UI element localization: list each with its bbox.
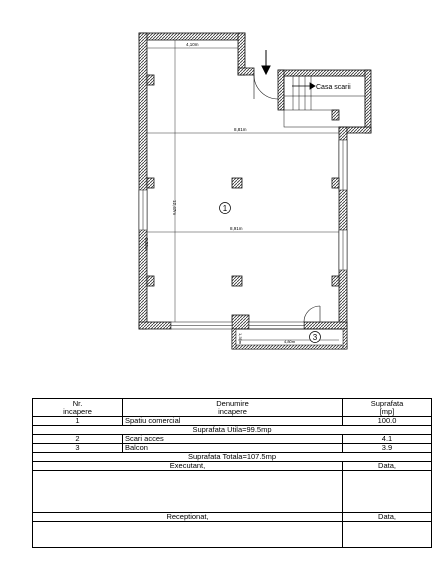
svg-text:3: 3 <box>312 333 318 342</box>
receptionat-sign-row <box>33 522 432 548</box>
header-nr: Nr. incapere <box>33 399 123 417</box>
dim-left-lower: 5,52m <box>144 238 149 251</box>
dim-upper-width: 8,81m <box>234 127 247 132</box>
dim-top: 4,10m <box>186 42 199 47</box>
entrance-door <box>254 75 278 99</box>
receptionat-header-row <box>33 513 432 522</box>
row-name: Balcon <box>123 444 343 453</box>
entry-arrow-icon <box>262 50 270 74</box>
dim-height: 12,47m <box>172 200 177 216</box>
data-label-2: Data, <box>343 513 432 522</box>
windows <box>139 140 347 329</box>
receptionat-sign-area <box>33 522 343 548</box>
data-sign-area-1 <box>343 471 432 513</box>
row-area: 100.0 <box>343 417 432 426</box>
dim-lower-width: 8,91m <box>230 226 243 231</box>
header-denumire: Denumire incapere <box>123 399 343 417</box>
header-suprafata: Suprafata [mp] <box>343 399 432 417</box>
stair-arrow-icon <box>292 83 315 89</box>
utila-row <box>33 426 432 435</box>
table-row <box>33 435 432 444</box>
row-name: Spatiu comercial <box>123 417 343 426</box>
table-header-row <box>33 399 432 417</box>
executant-label: Executant, <box>33 462 343 471</box>
row-nr: 3 <box>33 444 123 453</box>
suprafata-utila: Suprafata Utila=99.5mp <box>33 426 432 435</box>
data-sign-area-2 <box>343 522 432 548</box>
stair-label: Casa scarii <box>316 84 351 91</box>
totala-row <box>33 453 432 462</box>
row-name: Scari acces <box>123 435 343 444</box>
room-marker-3 <box>310 332 321 343</box>
svg-text:1: 1 <box>222 204 228 213</box>
data-label-1: Data, <box>343 462 432 471</box>
room-marker-1 <box>220 203 231 214</box>
executant-sign-row <box>33 471 432 513</box>
row-nr: 2 <box>33 435 123 444</box>
receptionat-label: Receptionat, <box>33 513 343 522</box>
executant-sign-area <box>33 471 343 513</box>
room-area-table <box>32 398 432 548</box>
dim-balcony-width: 4,80m <box>284 339 296 344</box>
row-nr: 1 <box>33 417 123 426</box>
suprafata-totala: Suprafata Totala=107.5mp <box>33 453 432 462</box>
dim-balcony-depth: 1,35m <box>238 333 243 345</box>
executant-header-row <box>33 462 432 471</box>
balcony-door <box>304 306 320 322</box>
pillars <box>147 75 339 286</box>
row-area: 4.1 <box>343 435 432 444</box>
row-area: 3.9 <box>343 444 432 453</box>
